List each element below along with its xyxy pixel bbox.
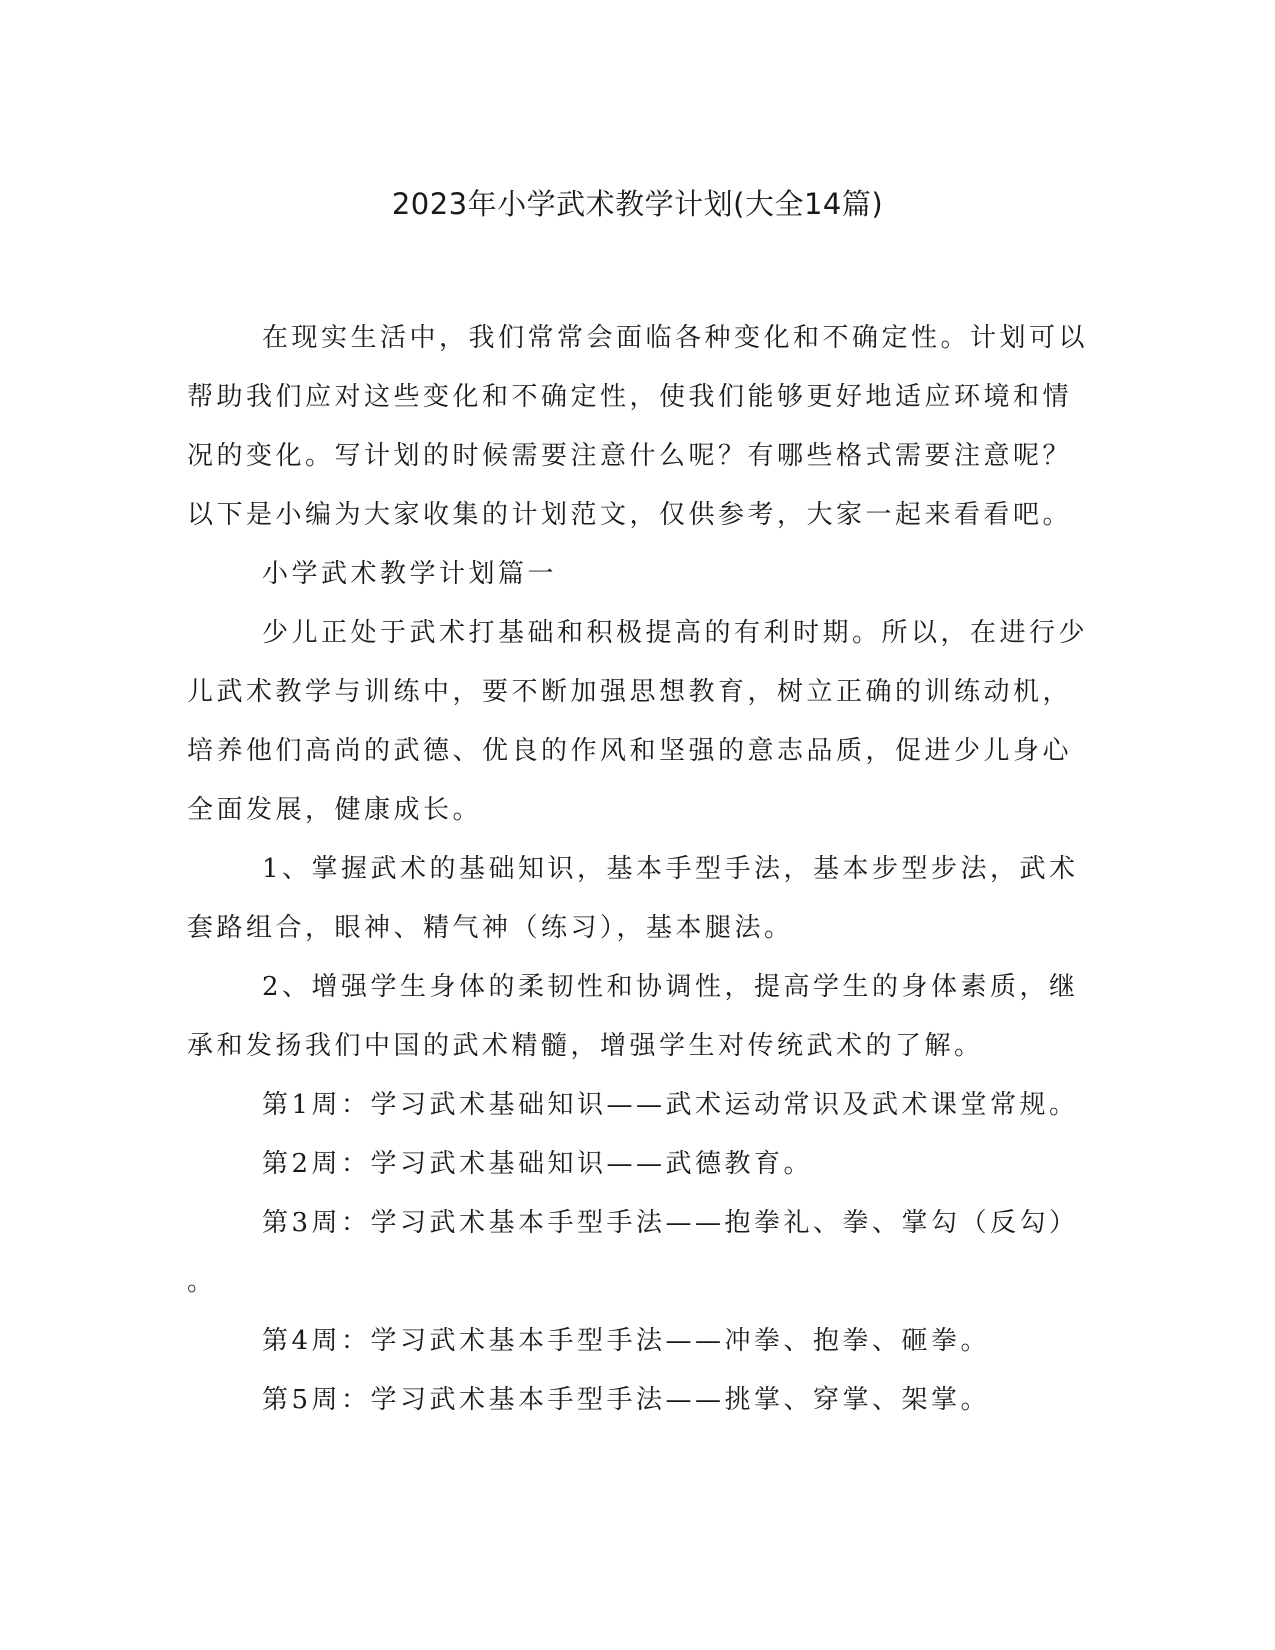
week-item: 第3周：学习武术基本手型手法——抱拳礼、拳、掌勾（反勾） (262, 1208, 1079, 1238)
paragraph-line: 全面发展，健康成长。 (187, 795, 483, 825)
paragraph-line: 儿武术教学与训练中，要不断加强思想教育，树立正确的训练动机， (187, 677, 1073, 707)
paragraph-line: 在现实生活中，我们常常会面临各种变化和不确定性。计划可以 (262, 323, 1089, 353)
week-item: 第4周：学习武术基本手型手法——冲拳、抱拳、砸拳。 (262, 1326, 991, 1356)
week-item: 第5周：学习武术基本手型手法——挑掌、穿掌、架掌。 (262, 1385, 991, 1415)
week-item-continuation: 。 (187, 1267, 217, 1297)
list-item-line: 2、增强学生身体的柔韧性和协调性，提高学生的身体素质，继 (262, 972, 1079, 1002)
week-item: 第1周：学习武术基础知识——武术运动常识及武术课堂常规。 (262, 1090, 1079, 1120)
paragraph-line: 少儿正处于武术打基础和积极提高的有利时期。所以，在进行少 (262, 618, 1089, 648)
paragraph-line: 以下是小编为大家收集的计划范文，仅供参考，大家一起来看看吧。 (187, 500, 1073, 530)
section-heading: 小学武术教学计划篇一 (262, 559, 558, 589)
week-item: 第2周：学习武术基础知识——武德教育。 (262, 1149, 814, 1179)
list-item-line: 套路组合，眼神、精气神（练习），基本腿法。 (187, 913, 794, 943)
paragraph-line: 况的变化。写计划的时候需要注意什么呢？有哪些格式需要注意呢？ (187, 441, 1073, 471)
list-item-line: 承和发扬我们中国的武术精髓，增强学生对传统武术的了解。 (187, 1031, 984, 1061)
document-title: 2023年小学武术教学计划(大全14篇) (391, 187, 884, 221)
list-item-line: 1、掌握武术的基础知识，基本手型手法，基本步型步法，武术 (262, 854, 1079, 884)
paragraph-line: 帮助我们应对这些变化和不确定性，使我们能够更好地适应环境和情 (187, 382, 1073, 412)
paragraph-line: 培养他们高尚的武德、优良的作风和坚强的意志品质，促进少儿身心 (187, 736, 1073, 766)
